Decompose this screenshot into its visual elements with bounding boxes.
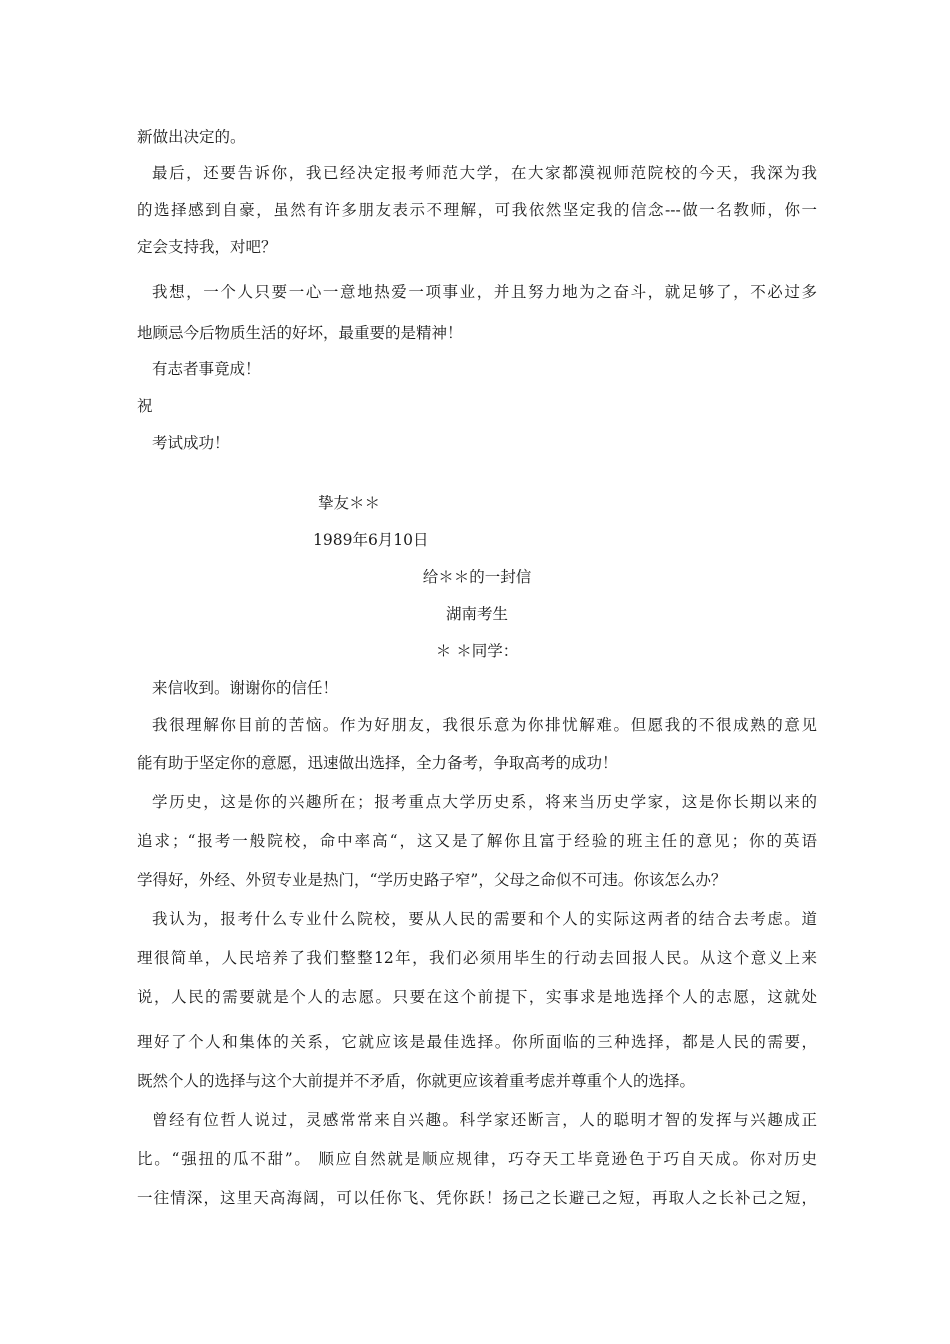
letter-author: 湖南考生	[445, 605, 508, 623]
closing-wish: 考试成功！	[152, 434, 230, 452]
letter-title: 给＊＊的一封信	[422, 568, 532, 586]
paragraph-line: 学得好，外经、外贸专业是热门，“学历史路子窄”，父母之命似不可违。你该怎么办？	[137, 871, 727, 889]
paragraph-line: 来信收到。谢谢你的信任！	[152, 679, 339, 697]
paragraph-line: 曾经有位哲人说过，灵感常常来自兴趣。科学家还断言，人的聪明才智的发挥与兴趣成正	[152, 1111, 817, 1129]
paragraph-line: 比。“强扭的瓜不甜”。 顺应自然就是顺应规律，巧夺天工毕竟逊色于巧自天成。你对历史	[137, 1150, 817, 1168]
signature: 挚友＊＊	[318, 494, 381, 512]
paragraph-line: 最后，还要告诉你，我已经决定报考师范大学，在大家都漠视师范院校的今天，我深为我	[152, 164, 817, 182]
closing-blessing: 祝	[137, 397, 153, 415]
paragraph-line: 理很简单，人民培养了我们整整12年，我们必须用毕生的行动去回报人民。从这个意义上来	[137, 949, 817, 967]
paragraph-line: 追求；“报考一般院校，命中率高“，这又是了解你且富于经验的班主任的意见；你的英语	[137, 832, 817, 850]
paragraph-line: 学历史，这是你的兴趣所在；报考重点大学历史系，将来当历史学家，这是你长期以来的	[152, 793, 817, 811]
paragraph-line: 定会支持我，对吧？	[137, 238, 277, 256]
salutation: ＊ ＊同学：	[435, 642, 519, 660]
paragraph-line: 说，人民的需要就是个人的志愿。只要在这个前提下，实事求是地选择个人的志愿，这就处	[137, 988, 817, 1006]
paragraph-line: 我想，一个人只要一心一意地热爱一项事业，并且努力地为之奋斗，就足够了，不必过多	[152, 283, 817, 301]
letter-date: 1989年6月10日	[313, 531, 429, 549]
paragraph-line: 的选择感到自豪，虽然有许多朋友表示不理解，可我依然坚定我的信念---做一名教师，你一	[137, 201, 817, 219]
paragraph-line: 地顾忌今后物质生活的好坏，最重要的是精神！	[137, 324, 463, 342]
paragraph-line: 能有助于坚定你的意愿，迅速做出选择，全力备考，争取高考的成功！	[137, 754, 618, 772]
paragraph-line: 一往情深，这里天高海阔，可以任你飞、凭你跃！扬己之长避己之短，再取人之长补己之短，	[137, 1189, 817, 1207]
paragraph-line: 新做出决定的。	[137, 128, 246, 146]
paragraph-line: 有志者事竟成！	[152, 360, 261, 378]
paragraph-line: 我很理解你目前的苦恼。作为好朋友，我很乐意为你排忧解难。但愿我的不很成熟的意见	[152, 716, 817, 734]
paragraph-line: 我认为，报考什么专业什么院校，要从人民的需要和个人的实际这两者的结合去考虑。道	[152, 910, 817, 928]
paragraph-line: 既然个人的选择与这个大前提并不矛盾，你就更应该着重考虑并尊重个人的选择。	[137, 1072, 696, 1090]
paragraph-line: 理好了个人和集体的关系，它就应该是最佳选择。你所面临的三种选择，都是人民的需要，	[137, 1033, 817, 1051]
